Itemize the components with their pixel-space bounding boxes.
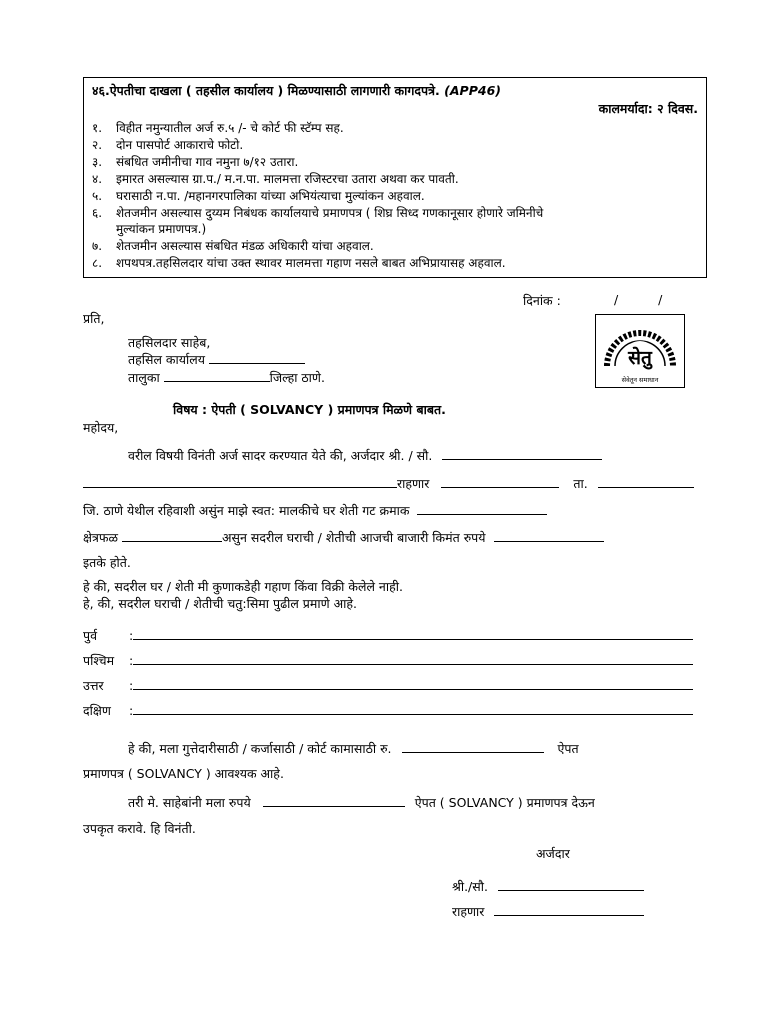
taluka2-blank[interactable]	[598, 475, 694, 488]
date-label: दिनांक :	[523, 293, 561, 308]
box-title	[92, 82, 501, 99]
addressee-line-1: तहसिलदार साहेब,	[128, 335, 211, 350]
requirement-item: ६. शेतजमीन असल्यास दुय्यम निबंधक कार्यालयाचे प्रमाणपत्र ( शिघ्र सिध्द गणकानूसार होणारे जमिनीचे	[92, 206, 544, 220]
setu-logo-image	[595, 314, 685, 388]
west-blank[interactable]	[133, 652, 693, 665]
amount-blank[interactable]	[402, 740, 544, 753]
requirement-item: ७. शेतजमीन असल्यास संबधित मंडळ अधिकारी यांचा अहवाल.	[92, 239, 374, 253]
boundary-south: दक्षिण :	[83, 702, 693, 719]
para2-line-2: प्रमाणपत्र ( SOLVANCY ) आवश्यक आहे.	[83, 766, 284, 781]
applicant-name-blank[interactable]	[442, 447, 602, 460]
requirement-item: ५. घरासाठी न.पा. /महानगरपालिका यांच्या अभियंत्याचा मुल्यांकन अहवाल.	[92, 189, 425, 203]
sign-name-blank[interactable]	[498, 878, 644, 891]
applicant-label: अर्जदार	[536, 846, 570, 861]
rupees-blank[interactable]	[263, 794, 405, 807]
requirement-item: ३. संबधित जमीनीचा गाव नमुना ७/१२ उतारा.	[92, 155, 299, 169]
residence-blank[interactable]	[441, 475, 559, 488]
north-blank[interactable]	[133, 677, 693, 690]
sign-residence-blank[interactable]	[494, 903, 644, 916]
boundary-west: पश्चिम :	[83, 652, 693, 669]
para-line-4: क्षेत्रफळ असुन सदरील घराची / शेतीची आजची बाजारी किमंत रुपये	[83, 529, 604, 546]
date-slashes: / /	[614, 292, 663, 307]
sign-name-row: श्री./सौ.	[452, 878, 644, 895]
taluka-blank[interactable]	[164, 369, 270, 382]
para-line-1: वरील विषयी विनंती अर्ज सादर करण्यात येते की, अर्जदार श्री. / सौ.	[128, 447, 602, 464]
requirement-item: ४. इमारत असल्यास ग्रा.प./ म.न.पा. मालमत्ता रजिस्टरचा उतारा अथवा कर पावती.	[92, 172, 459, 186]
requirement-item: ८. शपथपत्र.तहसिलदार यांचा उक्त स्थावर मालमत्ता गहाण नसले बाबत अभिप्रायासह अहवाल.	[92, 256, 506, 270]
setu-logo	[595, 314, 685, 388]
gat-number-blank[interactable]	[417, 502, 547, 515]
para-line-7: हे, की, सदरील घराची / शेतीची चतु:सिमा पुढील प्रमाणे आहे.	[83, 596, 358, 611]
para-line-5: इतके होते.	[83, 555, 131, 570]
office-blank[interactable]	[209, 351, 305, 364]
subject: विषय : ऐपती ( SOLVANCY ) प्रमाणपत्र मिळणे बाबत.	[173, 402, 446, 417]
area-blank[interactable]	[122, 529, 222, 542]
boundary-north: उत्तर :	[83, 677, 693, 694]
para2-line-4: उपकृत करावे. हि विनंती.	[83, 821, 196, 836]
to-label: प्रति,	[83, 311, 105, 326]
market-value-blank[interactable]	[494, 529, 604, 542]
applicant-name-cont-blank[interactable]	[83, 475, 397, 488]
para-line-3: जि. ठाणे येथील रहिवाशी असुंन माझे स्वत: मालकीचे घर शेती गट क्रमाक	[83, 502, 547, 519]
requirement-item-continued: मुल्यांकन प्रमाणपत्र.)	[116, 222, 207, 236]
requirement-item: १. विहीत नमुन्यातील अर्ज रु.५ /- चे कोर्ट फी स्टॅम्प सह.	[92, 121, 344, 135]
salutation: महोदय,	[83, 420, 119, 435]
east-blank[interactable]	[133, 627, 693, 640]
time-limit: कालमर्यादा: २ दिवस.	[598, 101, 698, 116]
para-line-6: हे की, सदरील घर / शेती मी कुणाकडेही गहाण किंवा विक्री केलेले नाही.	[83, 579, 403, 594]
boundary-east: पुर्व :	[83, 627, 693, 644]
requirement-item: २. दोन पासपोर्ट आकाराचे फोटो.	[92, 138, 244, 152]
form-code: (APP46)	[444, 83, 501, 98]
sign-residence-row: राहणार	[452, 903, 644, 920]
para2-line-1: हे की, मला गुत्तेदारीसाठी / कर्जासाठी / कोर्ट कामासाठी रु. ऐपत	[128, 741, 579, 756]
logo-tagline: सेवेतून समाधान	[621, 376, 659, 384]
para2-line-3: तरी मे. साहेबांनी मला रुपये ऐपत ( SOLVANCY ) प्रमाणपत्र देऊन	[128, 795, 595, 810]
para-line-2: राहणार ता.	[83, 475, 694, 492]
requirements-box	[83, 77, 707, 278]
south-blank[interactable]	[133, 702, 693, 715]
box-title-text: ४६.ऐपतीचा दाखला ( तहसील कार्यालय ) मिळण्यासाठी लागणारी कागदपत्रे.	[92, 83, 440, 98]
addressee-line-2: तहसिल कार्यालय	[128, 351, 305, 368]
logo-text: सेतु	[628, 347, 652, 369]
addressee-line-3: तालुका जिल्हा ठाणे.	[128, 370, 325, 385]
